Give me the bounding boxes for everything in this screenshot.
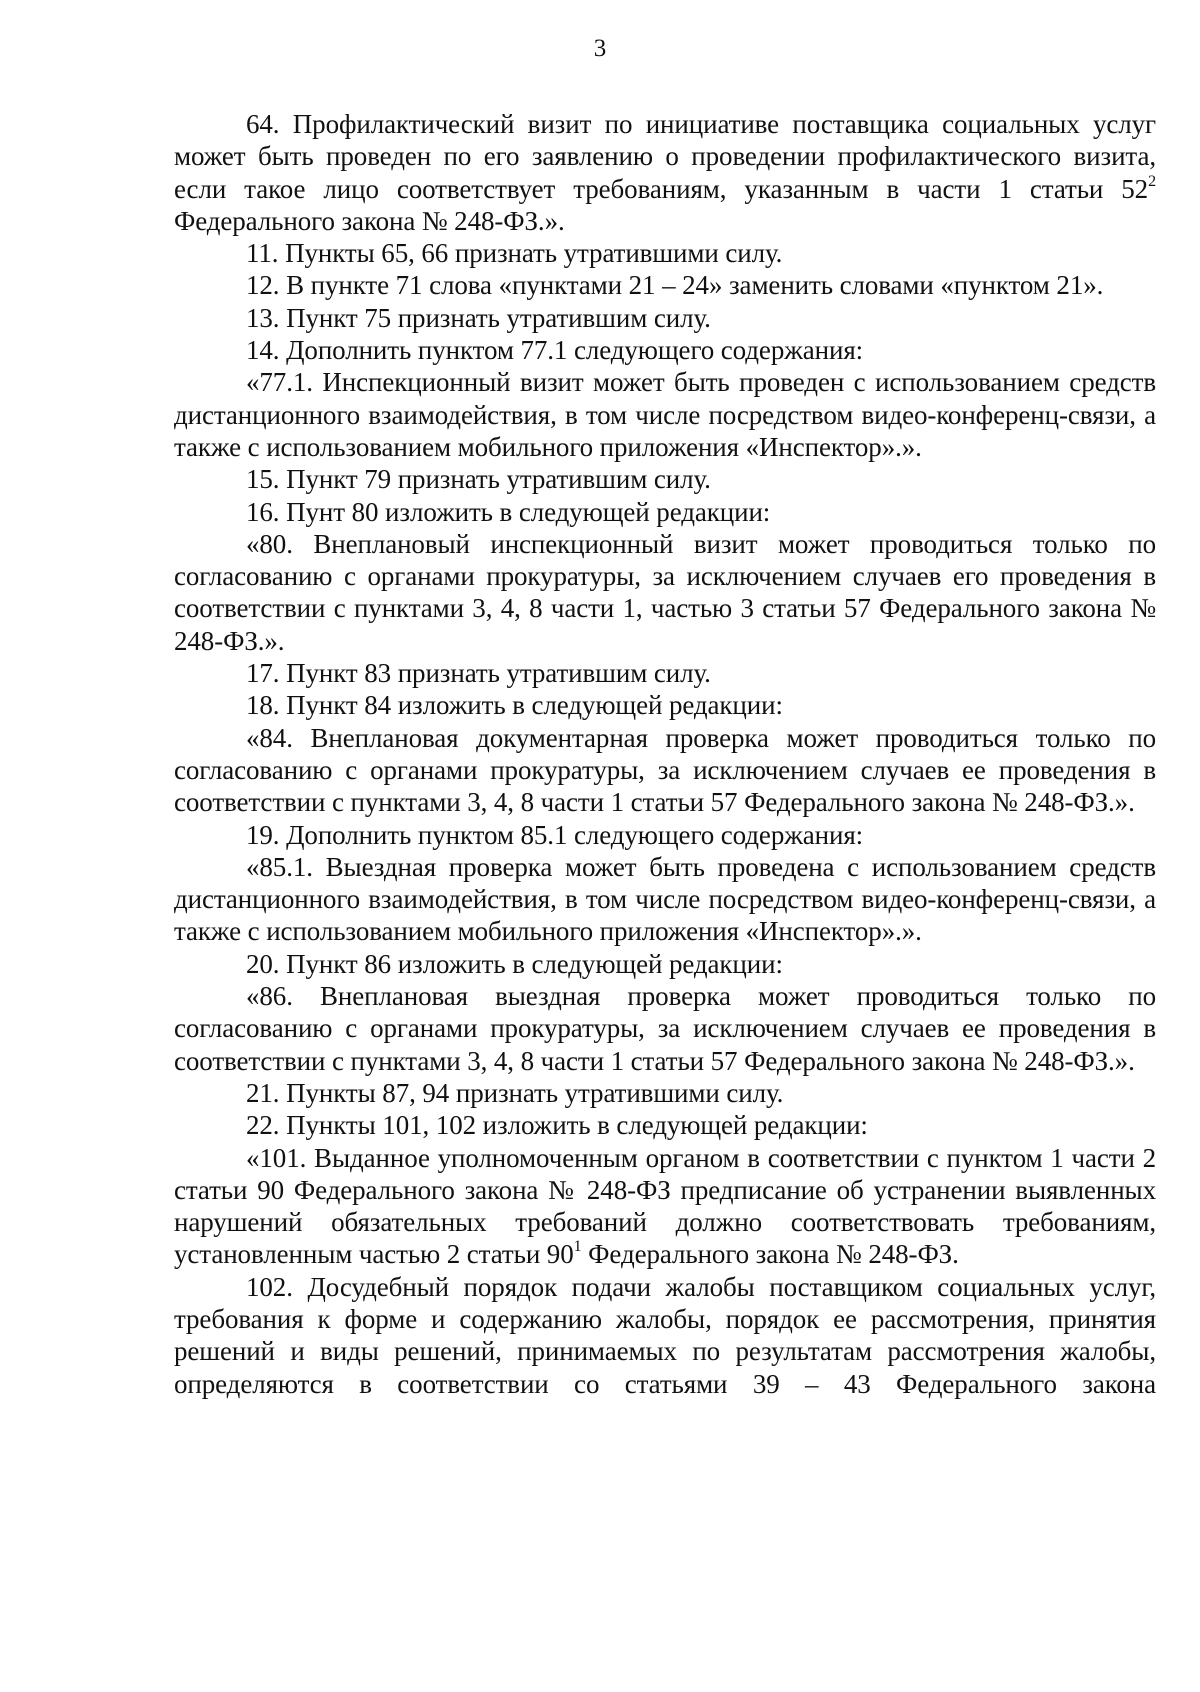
paragraph-item-20: 20. Пункт 86 изложить в следующей редакции: [246, 948, 783, 979]
paragraph-86: «86. Внеплановая выездная проверка может проводиться только по согласованию с органами прокуратуры, за исключением случаев ее проведения в соответствии с пунктами 3, 4, 8 части 1 статьи 57 Федерального закона № 248-ФЗ.». [174, 981, 1156, 1076]
paragraph-item-15: 15. Пункт 79 признать утратившим силу. [246, 464, 711, 495]
superscript-1: 1 [573, 1238, 582, 1256]
paragraph-77-1: «77.1. Инспекционный визит может быть проведен с использованием средств дистанционного взаимодействия, в том числе посредством видео-конференц-связи, а также с использованием мобильного приложения «Инспектор».». [174, 367, 1156, 462]
paragraph-item-17: 17. Пункт 83 признать утратившим силу. [246, 658, 711, 689]
paragraph-item-19: 19. Дополнить пунктом 85.1 следующего содержания: [246, 819, 864, 850]
paragraph-64: 64. Профилактический визит по инициативе поставщика социальных услуг может быть проведен по его заявлению о проведении профилактического визита, если такое лицо соответствует требованиям, указанным в части 1 статьи $52^2$ Федерального закона № 248-ФЗ.». [174, 109, 1156, 236]
page-number: 3 [593, 35, 607, 62]
paragraph-item-16: 16. Пунт 80 изложить в следующей редакции: [246, 496, 771, 527]
paragraph-item-18: 18. Пункт 84 изложить в следующей редакции: [246, 690, 783, 721]
paragraph-85-1: «85.1. Выездная проверка может быть проведена с использованием средств дистанционного взаимодействия, в том числе посредством видео-конференц-связи, а также с использованием мобильного приложения «Инспектор».». [174, 851, 1156, 947]
paragraph-item-12: 12. В пункте 71 слова «пунктами 21 – 24» заменить словами «пунктом 21». [246, 270, 1104, 301]
paragraph-80: «80. Внеплановый инспекционный визит может проводиться только по согласованию с органами прокуратуры, за исключением случаев его проведения в соответствии с пунктами 3, 4, 8 части 1, частью 3 статьи 57 Федерального закона № 248-ФЗ.». [174, 528, 1156, 656]
paragraph-102: 102. Досудебный порядок подачи жалобы поставщиком социальных услуг, требования к форме и содержанию жалобы, порядок ее рассмотрения, принятия решений и виды решений, принимаемых по результатам рассмотрения жалобы, определяются в соответствии со статьями 39 – 43 Федерального закона [174, 1271, 1156, 1399]
paragraph-item-21: 21. Пункты 87, 94 признать утратившими силу. [246, 1077, 784, 1108]
document-body [174, 108, 1156, 1400]
paragraph-item-22: 22. Пункты 101, 102 изложить в следующей редакции: [246, 1110, 868, 1141]
paragraph-101: «101. Выданное уполномоченным органом в соответствии с пунктом 1 части 2 статьи 90 Федерального закона № 248-ФЗ предписание об устранении выявленных нарушений обязательных требований должно соответствовать требованиям, установленным частью 2 статьи $90^1$ Федерального закона № 248-ФЗ. [174, 1142, 1156, 1270]
paragraph-84: «84. Внеплановая документарная проверка может проводиться только по согласованию с органами прокуратуры, за исключением случаев ее проведения в соответствии с пунктами 3, 4, 8 части 1 статьи 57 Федерального закона № 248-ФЗ.». [174, 722, 1156, 818]
superscript-2: 2 [1148, 172, 1156, 190]
paragraph-item-14: 14. Дополнить пунктом 77.1 следующего содержания: [246, 335, 864, 366]
paragraph-item-13: 13. Пункт 75 признать утратившим силу. [246, 302, 711, 333]
paragraph-item-11: 11. Пункты 65, 66 признать утратившими силу. [246, 238, 783, 269]
